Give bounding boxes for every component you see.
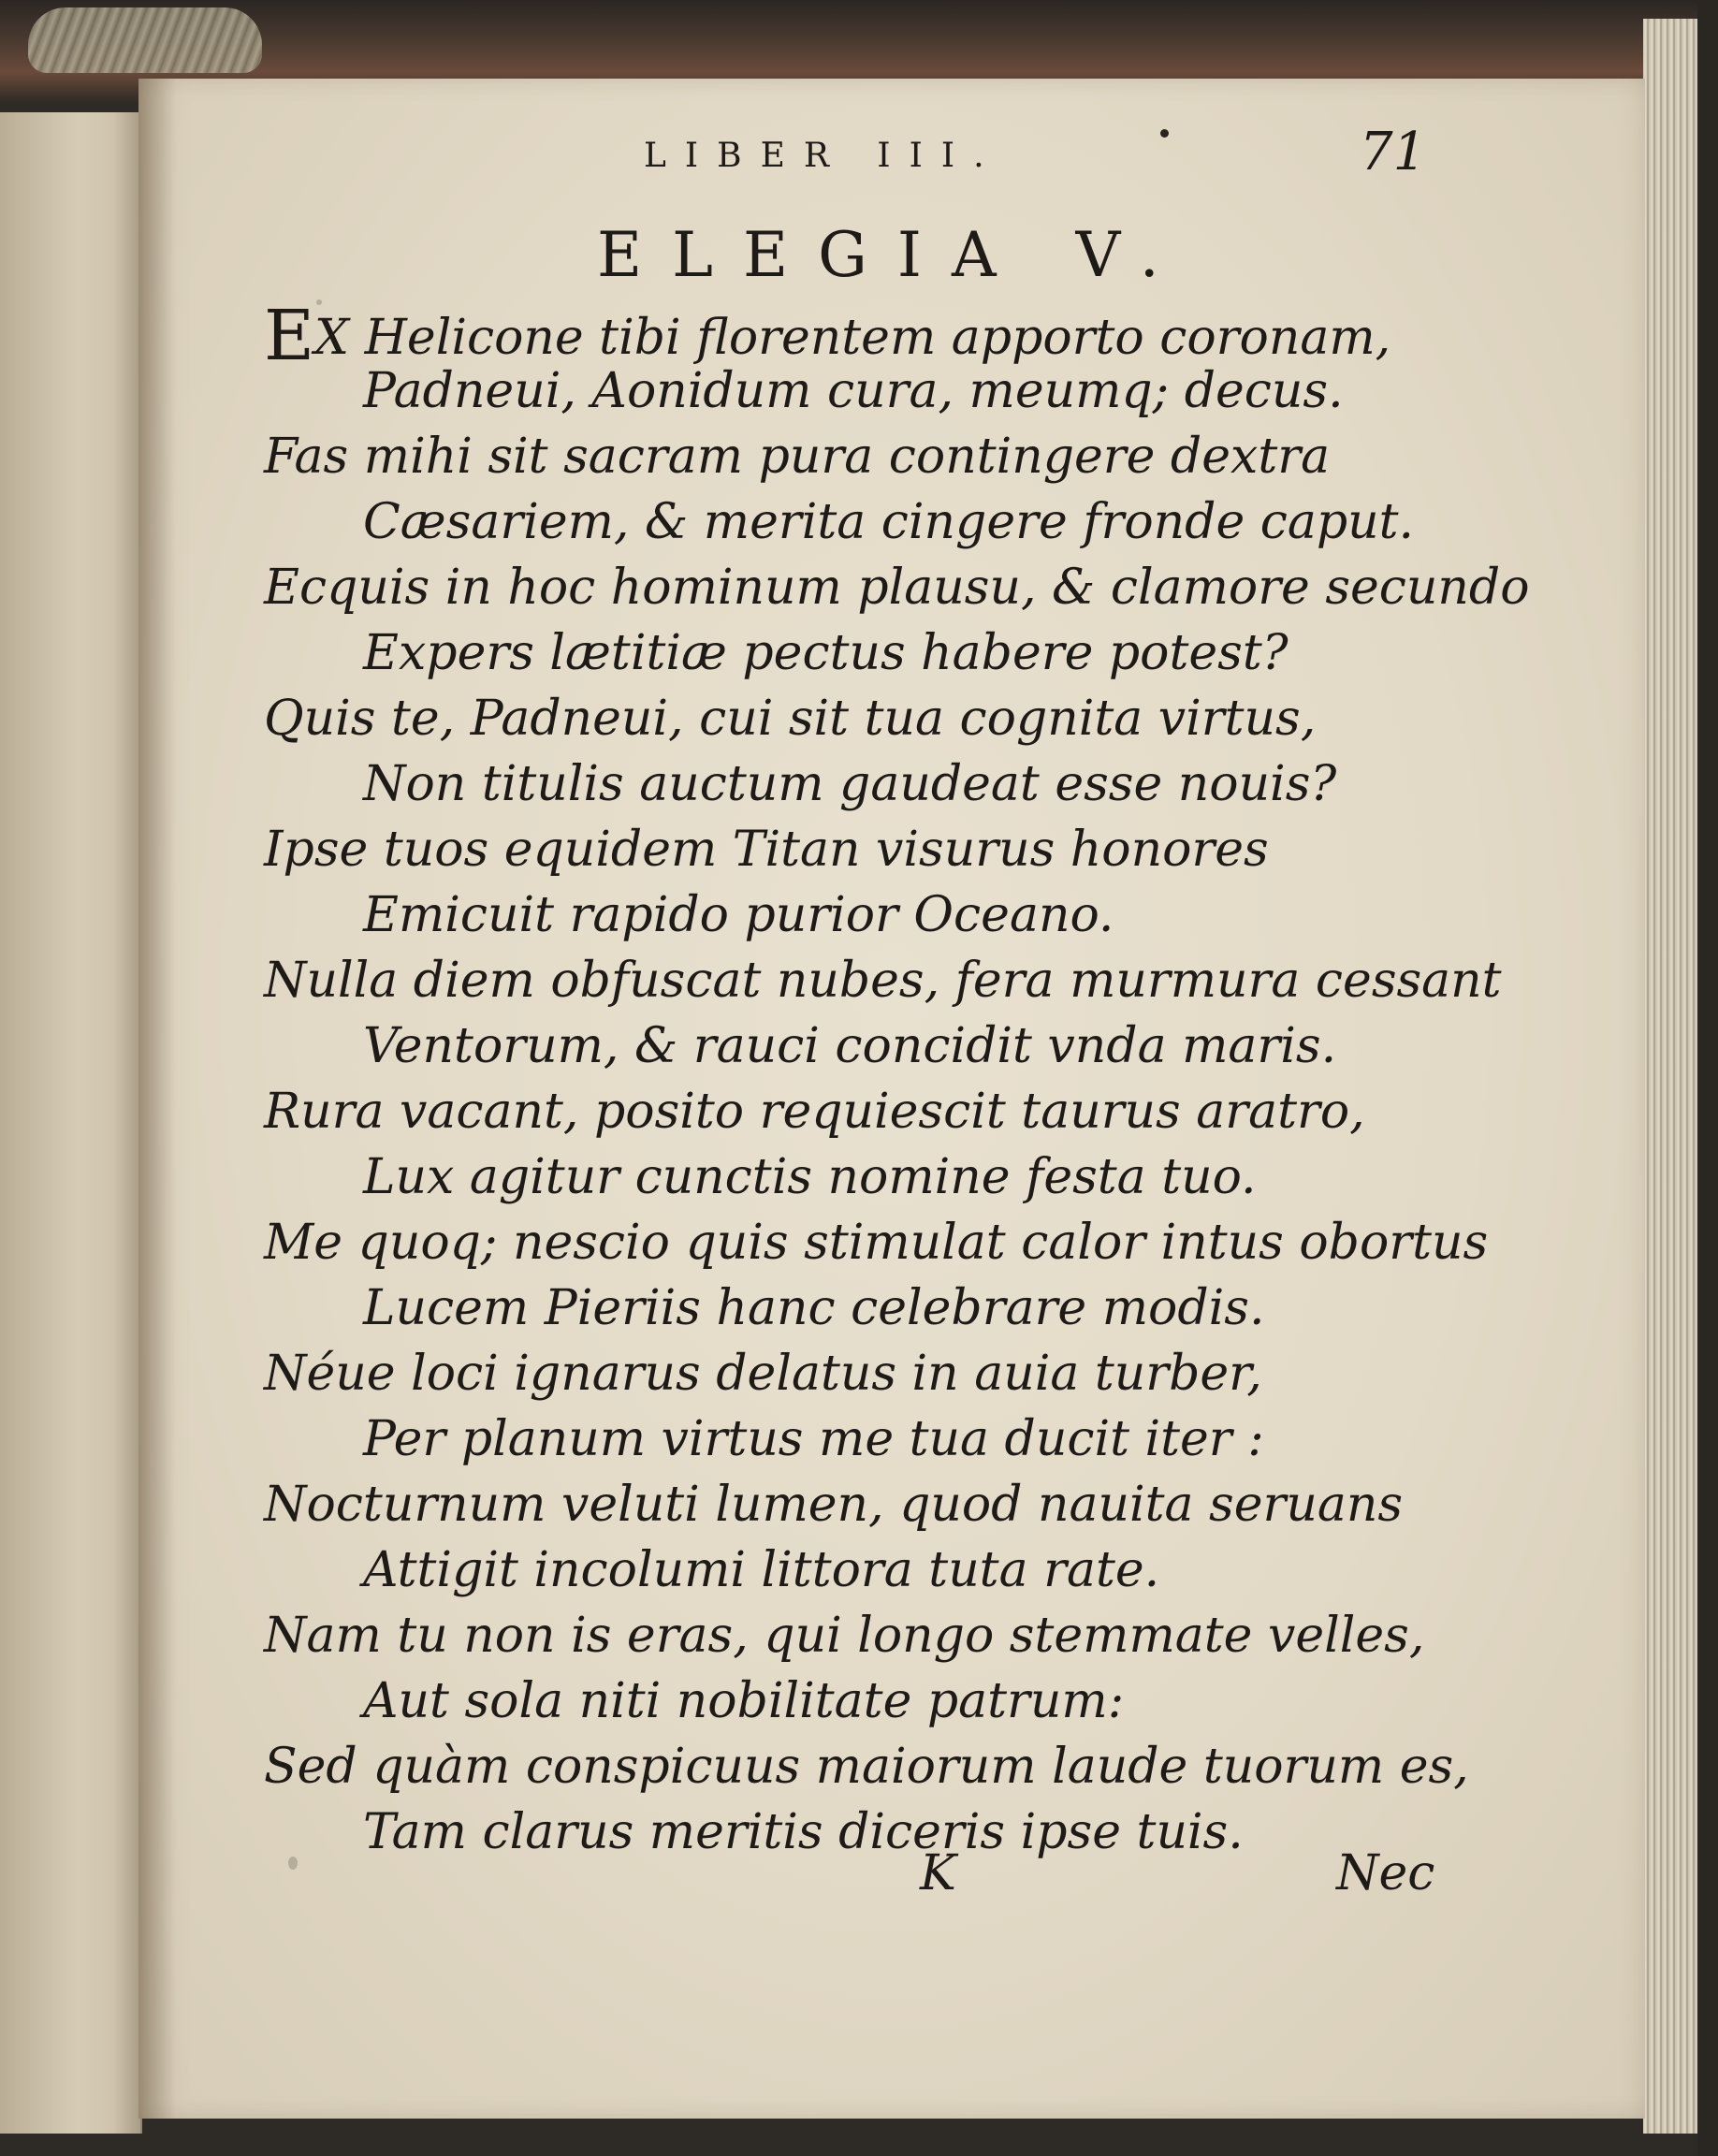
verse-line: Sed quàm conspicuus maiorum laude tuorum es, [264,1739,1469,1795]
verse-line: Lux agitur cunctis nomine festa tuo. [363,1149,1257,1205]
ink-speck [1160,129,1169,138]
paper-blemish [316,299,322,305]
verse-line: Ecquis in hoc hominum plausu, & clamore secundo [264,560,1530,616]
verse-line: Me quoq; nescio quis stimulat calor intus obortus [264,1215,1489,1271]
verse-line: Padneui, Aonidum cura, meumq; decus. [363,363,1344,419]
poem-title: ELEGIA V. [597,219,1189,291]
background-edge [1697,0,1718,2156]
verse-line: Emicuit rapido purior Oceano. [363,887,1114,943]
verse-line: Néue loci ignarus delatus in auia turber, [264,1346,1262,1402]
running-head: LIBER III. [644,137,1003,175]
verse-line: Fas mihi sit sacram pura contingere dextra [264,429,1331,485]
verse-line: Aut sola niti nobilitate patrum: [363,1673,1125,1729]
page-number: 71 [1360,122,1427,182]
verse-line: Cæsariem, & merita cingere fronde caput. [363,494,1415,550]
verse-line: Lucem Pieriis hanc celebrare modis. [363,1280,1265,1336]
verse-line: Ipse tuos equidem Titan visurus honores [264,822,1269,878]
verse-line: Expers lætitiæ pectus habere potest? [363,625,1288,681]
signature-mark: K [920,1845,956,1901]
headband [28,7,262,73]
catchword: Nec [1336,1845,1435,1901]
verse-line: Nulla diem obfuscat nubes, fera murmura cessant [264,953,1502,1009]
verse-line: Nam tu non is eras, qui longo stemmate velles, [264,1608,1425,1664]
verse-line: Ventorum, & rauci concidit vnda maris. [363,1018,1337,1074]
verse-line: Quis te, Padneui, cui sit tua cognita virtus, [264,691,1317,747]
verse-line: Attigit incolumi littora tuta rate. [363,1542,1160,1598]
verse-line: Nocturnum veluti lumen, quod nauita seruans [264,1477,1403,1533]
verse-line: Tam clarus meritis diceris ipse tuis. [363,1804,1244,1860]
paper-blemish [288,1857,298,1870]
verse-line: Non titulis auctum gaudeat esse nouis? [363,756,1337,812]
verse-line: Per planum virtus me tua ducit iter : [363,1411,1264,1467]
page [138,79,1645,2119]
gutter-shadow [138,79,176,2119]
verse-line: EX Helicone tibi florentem apporto coronam, [264,296,1391,376]
drop-cap: E [264,296,315,376]
verse-line: Rura vacant, posito requiescit taurus aratro, [264,1084,1365,1140]
left-page-edge [0,112,142,2134]
